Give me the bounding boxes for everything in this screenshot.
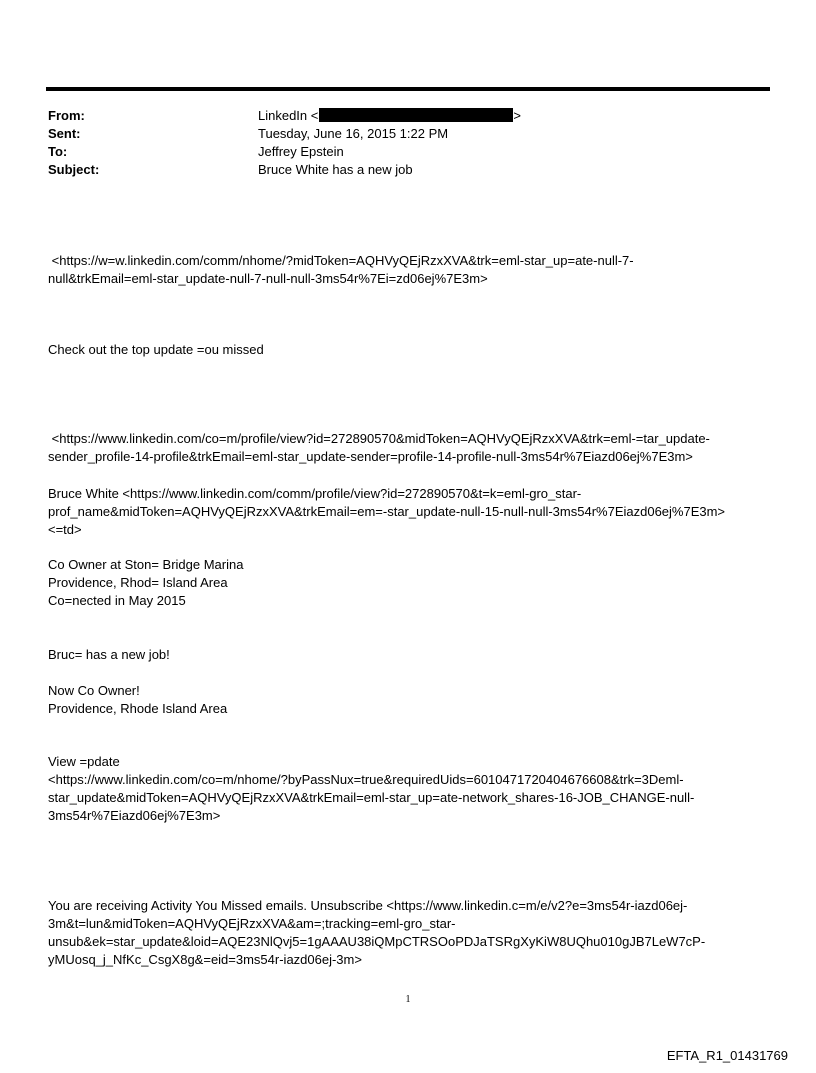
- from-value-end: >: [513, 108, 521, 123]
- profile-info: Co Owner at Ston= Bridge Marina Providence, Rhod= Island Area Co=nected in May 2015: [48, 557, 244, 608]
- to-label: To:: [48, 144, 68, 159]
- page-number: 1: [405, 994, 411, 1005]
- sent-row: [48, 125, 521, 143]
- check-out-text: Check out the top update =ou missed: [48, 342, 264, 357]
- sent-label: Sent:: [48, 126, 81, 141]
- email-header: [48, 107, 521, 179]
- view-update-link[interactable]: View =pdate <https://www.linkedin.com/co=m/nhome/?byPassNux=true&requiredUids=6010471720404676608&trk=3Deml- star_update&midToken=AQHVyQEjRzxXVA&trkEmail=eml-star_up=ate-network_shares-16-JOB_CHANGE-null- 3ms54r%7Eiazd06ej%7E3m>: [48, 754, 695, 823]
- to-value: Jeffrey Epstein: [258, 144, 344, 159]
- from-label: From:: [48, 108, 85, 123]
- header-divider: [46, 87, 770, 91]
- unsubscribe-text[interactable]: You are receiving Activity You Missed emails. Unsubscribe <https://www.linkedin.c=m/e/v2?e=3ms54r-iazd06ej- 3m&t=lun&midToken=AQHVyQEjRzxXVA&am=;tracking=eml-gro_star- unsub&ek=star_update&loid=AQE23NlQvj5=1gAAAU38iQMpCTRSOoPDJaTSRgXyKiW8UQhu010gJB7LeW7cP- yMUosq_j_NfKc_CsgX8g&=eid=3ms54r-iazd06ej-3m>: [48, 898, 706, 967]
- document-id: EFTA_R1_01431769: [666, 1048, 788, 1063]
- from-row: [48, 107, 521, 125]
- subject-value: Bruce White has a new job: [258, 162, 413, 177]
- to-row: [48, 143, 521, 161]
- new-job-text: Bruc= has a new job!: [48, 647, 170, 662]
- subject-label: Subject:: [48, 162, 100, 177]
- home-link[interactable]: <https://w=w.linkedin.com/comm/nhome/?midToken=AQHVyQEjRzxXVA&trk=eml-star_up=ate-null-7- null&trkEmail=eml-star_update-null-7-null-null-3ms54r%7Ei=zd06ej%7E3m>: [48, 253, 634, 286]
- profile-link[interactable]: <https://www.linkedin.com/co=m/profile/view?id=272890570&midToken=AQHVyQEjRzxXVA&trk=eml-=tar_update- sender_profile-14-profile&trkEmail=eml-star_update-sender=profile-14-profile-null-3ms54r%7Eiazd06ej%7E3m>: [48, 431, 710, 464]
- from-sender: LinkedIn <: [258, 108, 319, 123]
- now-role-text: Now Co Owner! Providence, Rhode Island Area: [48, 683, 228, 716]
- name-line[interactable]: Bruce White <https://www.linkedin.com/comm/profile/view?id=272890570&t=k=eml-gro_star- prof_name&midToken=AQHVyQEjRzxXVA&trkEmail=em=-star_update-null-15-null-null-3ms54r%7Eiazd06ej%7E3m> <=td>: [48, 486, 726, 537]
- redaction-bar: [319, 108, 513, 122]
- subject-row: [48, 161, 521, 179]
- sent-value: Tuesday, June 16, 2015 1:22 PM: [258, 126, 449, 141]
- from-value: [258, 107, 521, 125]
